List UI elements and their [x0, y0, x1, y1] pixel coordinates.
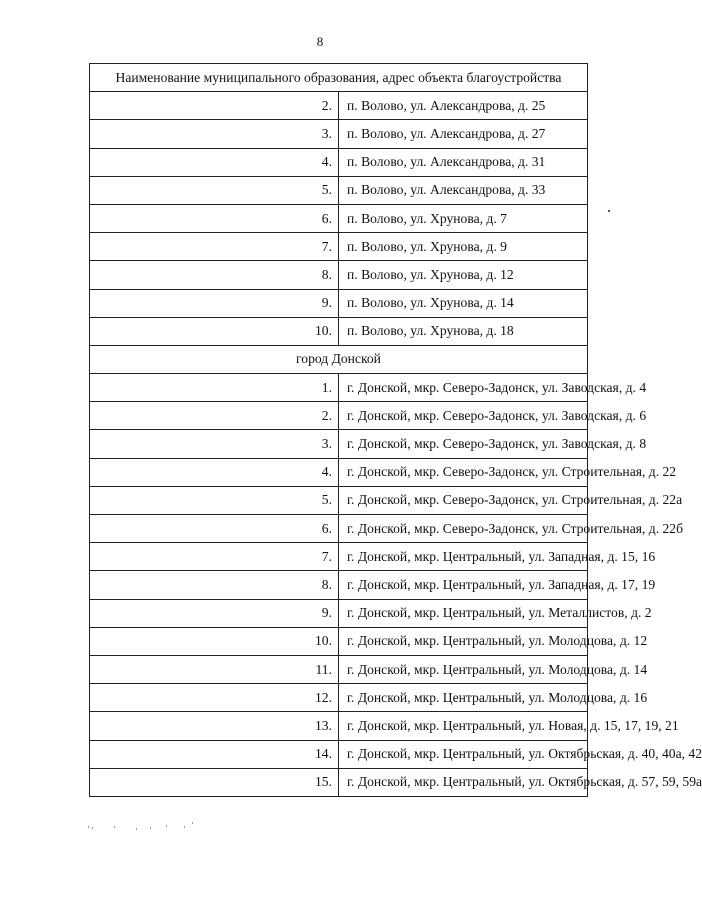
- row-number-cell: [90, 120, 339, 148]
- table-head: [90, 64, 588, 92]
- row-number-cell: [90, 374, 339, 402]
- section-row: [90, 345, 588, 373]
- row-address: г. Донской, мкр. Северо-Задонск, ул. Заводская, д. 4: [347, 379, 647, 395]
- table-section: [90, 345, 588, 373]
- row-number-cell: [90, 712, 339, 740]
- row-address-cell: [339, 627, 648, 655]
- row-number-cell: [90, 92, 339, 120]
- row-address: п. Волово, ул. Хрунова, д. 7: [347, 210, 507, 226]
- row-number: 11.: [315, 661, 332, 677]
- row-number-cell: [90, 684, 339, 712]
- row-number: 13.: [315, 717, 332, 733]
- row-number-cell: [90, 486, 339, 514]
- row-number: 9.: [321, 295, 332, 311]
- row-address: п. Волово, ул. Александрова, д. 25: [347, 97, 546, 113]
- row-address: п. Волово, ул. Хрунова, д. 18: [347, 323, 514, 339]
- row-number: 1.: [321, 379, 332, 395]
- row-address: г. Донской, мкр. Центральный, ул. Западная, д. 17, 19: [347, 576, 656, 592]
- row-address: г. Донской, мкр. Северо-Задонск, ул. Строительная, д. 22: [347, 464, 677, 480]
- row-address-cell: [339, 92, 588, 120]
- row-address-cell: [339, 458, 677, 486]
- table-row: [90, 148, 588, 176]
- row-number: 2.: [321, 97, 332, 113]
- table-row: [90, 92, 588, 120]
- row-number-cell: [90, 655, 339, 683]
- row-number: 14.: [315, 746, 332, 762]
- row-number: 5.: [321, 182, 332, 198]
- row-address: г. Донской, мкр. Центральный, ул. Октябрьская, д. 57, 59, 59а: [347, 774, 702, 790]
- row-address: п. Волово, ул. Хрунова, д. 9: [347, 238, 507, 254]
- row-number-cell: [90, 430, 339, 458]
- row-address: г. Донской, мкр. Центральный, ул. Молодцова, д. 16: [347, 689, 648, 705]
- table-header-row: [90, 64, 588, 92]
- table-header-cell: Наименование муниципального образования, адрес объекта благоустройства: [90, 64, 588, 92]
- row-address-cell: [339, 768, 702, 796]
- row-number: 6.: [321, 210, 332, 226]
- row-number-cell: [90, 768, 339, 796]
- row-address: г. Донской, мкр. Северо-Задонск, ул. Строительная, д. 22а: [347, 492, 683, 508]
- row-number: 8.: [321, 576, 332, 592]
- row-number-cell: [90, 289, 339, 317]
- row-address-cell: [339, 684, 648, 712]
- table-row: [90, 204, 588, 232]
- table-row: [90, 458, 588, 486]
- row-address-cell: [339, 571, 656, 599]
- row-number-cell: [90, 543, 339, 571]
- table-row: [90, 289, 588, 317]
- row-address-cell: [339, 317, 588, 345]
- row-address-cell: [339, 402, 647, 430]
- row-address-cell: [339, 486, 683, 514]
- row-address-cell: [339, 176, 588, 204]
- table-row: [90, 768, 588, 796]
- row-address-cell: [339, 599, 652, 627]
- row-address-cell: [339, 289, 588, 317]
- table-row: [90, 430, 588, 458]
- row-address: п. Волово, ул. Александрова, д. 33: [347, 182, 546, 198]
- row-address: п. Волово, ул. Хрунова, д. 14: [347, 295, 514, 311]
- table-row: [90, 261, 588, 289]
- table-row: [90, 712, 588, 740]
- row-address-cell: [339, 204, 588, 232]
- scan-speck: [608, 210, 610, 212]
- section-title: город Донской: [90, 345, 588, 373]
- row-number-cell: [90, 204, 339, 232]
- table-row: [90, 120, 588, 148]
- table-body-volovo: [90, 92, 588, 346]
- row-address: п. Волово, ул. Александрова, д. 31: [347, 154, 546, 170]
- row-number: 2.: [321, 407, 332, 423]
- row-address: г. Донской, мкр. Центральный, ул. Западная, д. 15, 16: [347, 548, 656, 564]
- row-address-cell: [339, 374, 647, 402]
- row-number: 10.: [315, 633, 332, 649]
- row-number-cell: [90, 599, 339, 627]
- row-address: г. Донской, мкр. Центральный, ул. Молодцова, д. 14: [347, 661, 648, 677]
- row-address: г. Донской, мкр. Северо-Задонск, ул. Заводская, д. 6: [347, 407, 647, 423]
- row-address-cell: [339, 148, 588, 176]
- row-number: 15.: [315, 774, 332, 790]
- scan-artifacts: [88, 820, 218, 834]
- row-number: 9.: [321, 605, 332, 621]
- row-number: 10.: [315, 323, 332, 339]
- row-address-cell: [339, 515, 684, 543]
- table-row: [90, 402, 588, 430]
- row-number: 4.: [321, 464, 332, 480]
- row-address: г. Донской, мкр. Центральный, ул. Новая, д. 15, 17, 19, 21: [347, 717, 679, 733]
- row-address: п. Волово, ул. Хрунова, д. 12: [347, 266, 514, 282]
- row-address-cell: [339, 543, 656, 571]
- row-number: 5.: [321, 492, 332, 508]
- row-number: 8.: [321, 266, 332, 282]
- row-address: г. Донской, мкр. Центральный, ул. Молодцова, д. 12: [347, 633, 648, 649]
- table-row: [90, 655, 588, 683]
- row-address-cell: [339, 233, 588, 261]
- table-row: [90, 740, 588, 768]
- page-number: 8: [316, 34, 324, 49]
- row-number: 7.: [321, 548, 332, 564]
- row-number-cell: [90, 233, 339, 261]
- table-row: [90, 317, 588, 345]
- table-row: [90, 571, 588, 599]
- table-row: [90, 627, 588, 655]
- row-address: г. Донской, мкр. Северо-Задонск, ул. Заводская, д. 8: [347, 436, 647, 452]
- row-number-cell: [90, 176, 339, 204]
- table-row: [90, 515, 588, 543]
- table-row: [90, 176, 588, 204]
- table-body-donskoy: [90, 374, 702, 797]
- table-row: [90, 486, 588, 514]
- row-number-cell: [90, 627, 339, 655]
- objects-table: [89, 63, 702, 797]
- row-number: 4.: [321, 154, 332, 170]
- row-number-cell: [90, 458, 339, 486]
- row-number: 7.: [321, 238, 332, 254]
- row-number: 12.: [315, 689, 332, 705]
- row-number: 6.: [321, 520, 332, 536]
- row-address-cell: [339, 430, 647, 458]
- row-address-cell: [339, 261, 588, 289]
- row-number: 3.: [321, 436, 332, 452]
- row-number-cell: [90, 317, 339, 345]
- table-row: [90, 684, 588, 712]
- row-number-cell: [90, 148, 339, 176]
- row-number: 3.: [321, 125, 332, 141]
- table-row: [90, 374, 588, 402]
- row-number-cell: [90, 261, 339, 289]
- table-row: [90, 599, 588, 627]
- row-number-cell: [90, 402, 339, 430]
- row-address: г. Донской, мкр. Северо-Задонск, ул. Строительная, д. 22б: [347, 520, 684, 536]
- row-address-cell: [339, 655, 648, 683]
- table-row: [90, 543, 588, 571]
- row-address-cell: [339, 120, 588, 148]
- row-address-cell: [339, 712, 679, 740]
- row-number-cell: [90, 740, 339, 768]
- row-address: п. Волово, ул. Александрова, д. 27: [347, 125, 546, 141]
- row-number-cell: [90, 515, 339, 543]
- row-address-cell: [339, 740, 702, 768]
- row-address: г. Донской, мкр. Центральный, ул. Металлистов, д. 2: [347, 605, 652, 621]
- row-number-cell: [90, 571, 339, 599]
- row-address: г. Донской, мкр. Центральный, ул. Октябрьская, д. 40, 40а, 42: [347, 746, 702, 762]
- table-row: [90, 233, 588, 261]
